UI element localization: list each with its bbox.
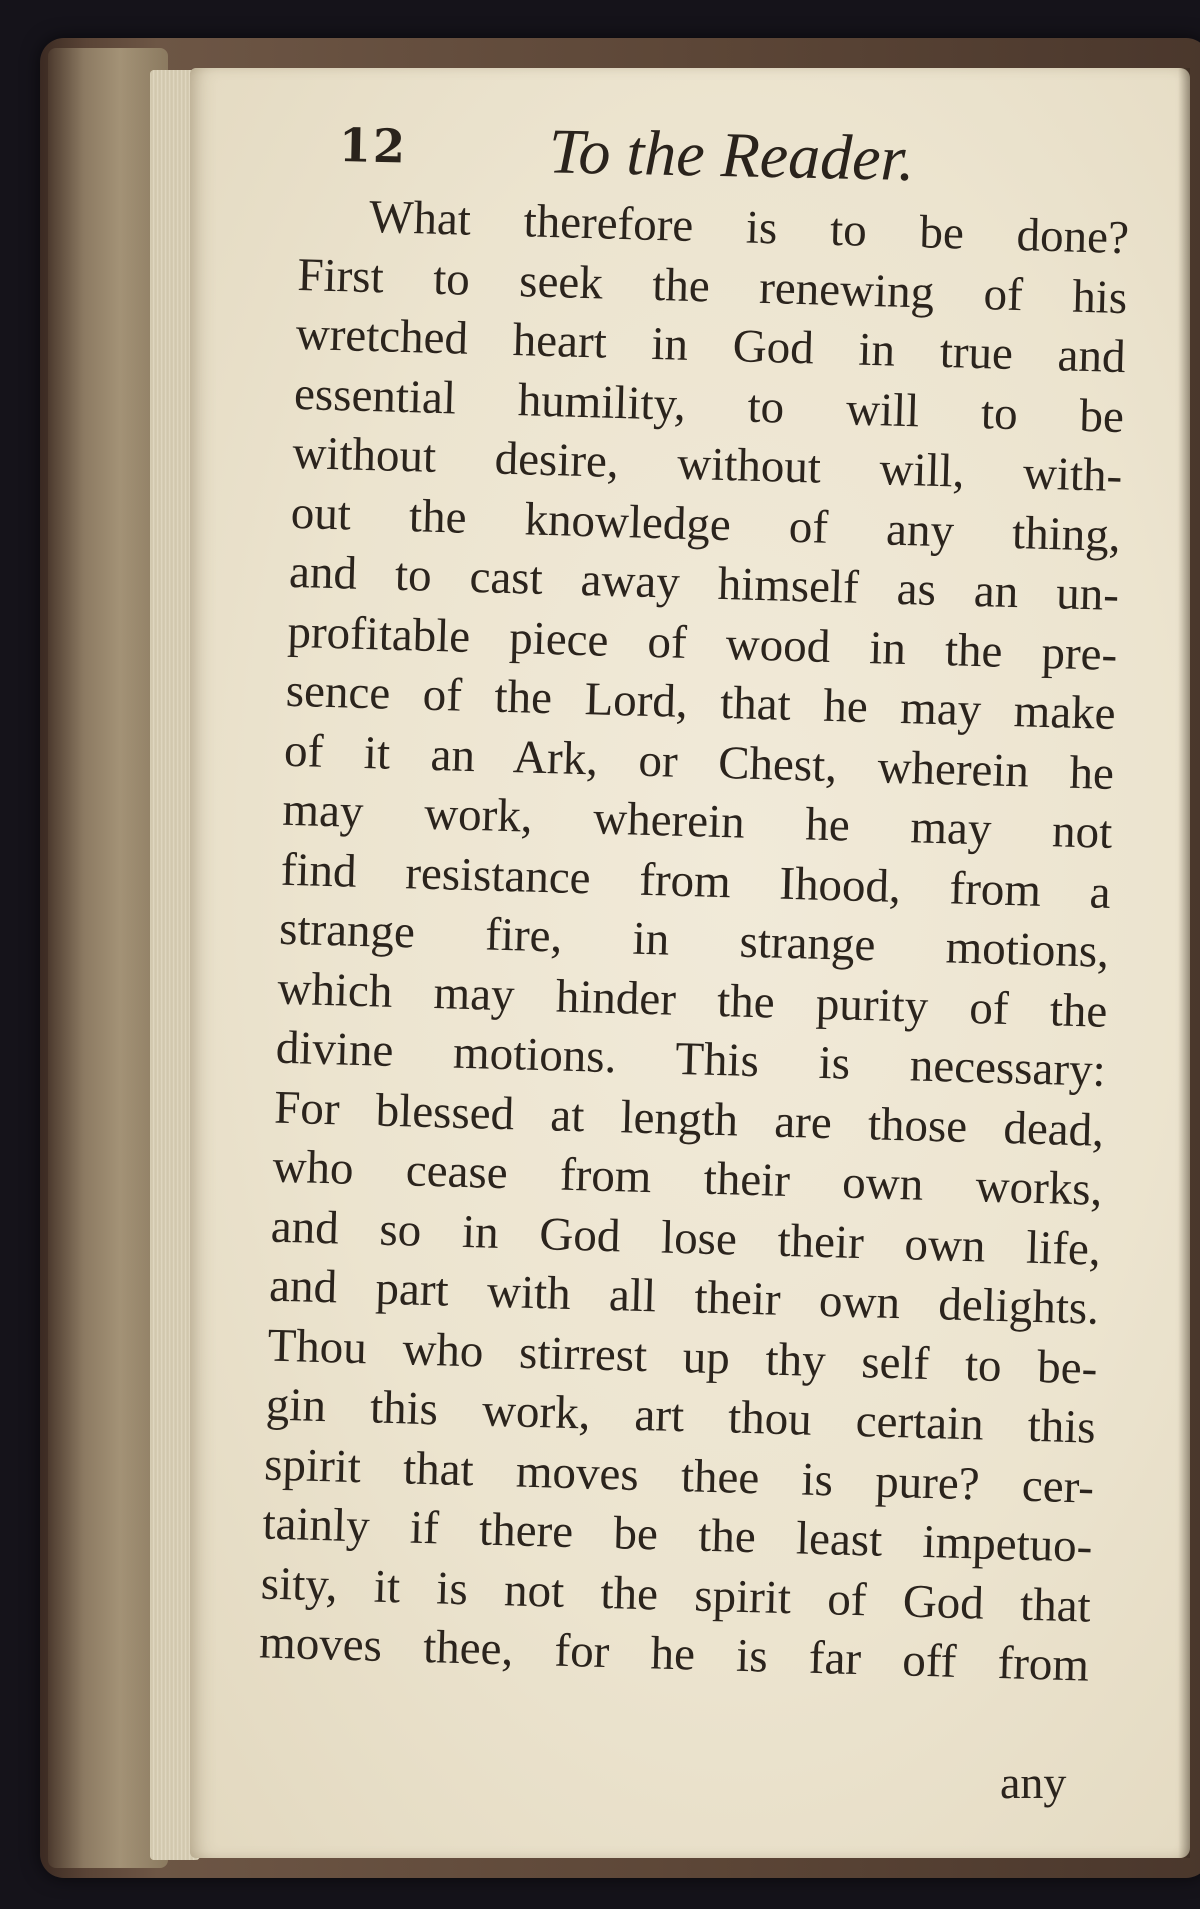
text-line: divine motions. This is necessary: [275, 1021, 1107, 1097]
text-line: For blessed at length are those dead, [273, 1081, 1105, 1157]
body-text [258, 186, 1129, 1696]
text-line: and to cast away himself as an un- [288, 545, 1120, 622]
running-head-title: To the Reader. [548, 115, 916, 195]
text-line: spirit that moves thee is pure? cer- [263, 1438, 1095, 1514]
text-line: may work, wherein he may not [281, 783, 1113, 859]
text-line: and so in God lose their own life, [270, 1200, 1102, 1276]
text-line: gin this work, art thou certain this [265, 1378, 1097, 1454]
text-line: Thou who stirrest up thy self to be- [266, 1319, 1099, 1395]
text-line: strange fire, in strange motions, [278, 902, 1110, 978]
text-line: without desire, without will, with- [291, 426, 1123, 503]
text-line: out the knowledge of any thing, [290, 486, 1122, 562]
text-line: moves thee, for he is far off from [258, 1616, 1090, 1692]
text-line: wretched heart in God in true and [295, 307, 1127, 384]
text-line: of it an Ark, or Chest, wherein he [283, 724, 1115, 800]
text-line: What therefore is to be done? [368, 190, 1130, 265]
text-line: who cease from their own works, [271, 1140, 1104, 1216]
book-page [190, 68, 1190, 1858]
text-line: essential humility, to will to be [293, 367, 1125, 443]
text-line: sence of the Lord, that he may make [285, 664, 1117, 740]
text-line: and part with all their own delights. [268, 1259, 1100, 1335]
page-gutter-shadow [1178, 68, 1190, 1858]
catchword: any [1000, 1757, 1067, 1808]
text-line: find resistance from Ihood, from a [280, 843, 1112, 919]
text-line: tainly if there be the least impetuo- [261, 1497, 1094, 1573]
text-line: First to seek the renewing of his [296, 248, 1128, 324]
page-number: 12 [338, 117, 408, 174]
text-line: sity, it is not the spirit of God that [260, 1556, 1092, 1633]
text-line: profitable piece of wood in the pre- [286, 605, 1118, 681]
text-line: which may hinder the purity of the [276, 962, 1108, 1038]
